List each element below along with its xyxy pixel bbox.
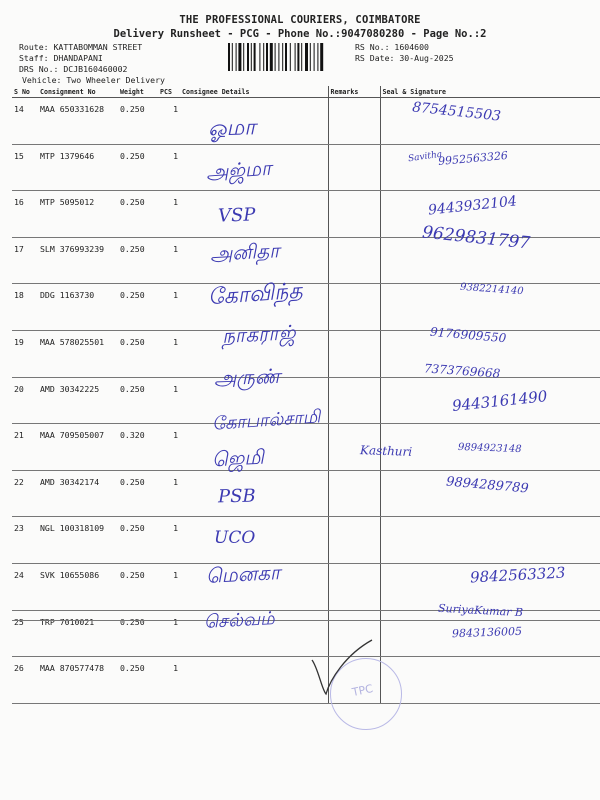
phone-number: 9894923148: [457, 441, 522, 456]
cell-consignment-no: MAA 709505007: [38, 424, 118, 471]
cell-pcs: 1: [158, 424, 180, 471]
cell-consignment-no: DDG 1163730: [38, 284, 118, 331]
cell-weight: 0.250: [118, 470, 158, 517]
cell-consignment-no: MTP 5095012: [38, 191, 118, 238]
cell-weight: 0.250: [118, 191, 158, 238]
cell-weight: 0.250: [118, 563, 158, 610]
route-label: Route: KATTABOMMAN STREET: [19, 42, 143, 52]
cell-sno: 16: [12, 191, 38, 238]
rs-no-label: RS No.: 1604600: [355, 42, 429, 52]
col-weight: Weight: [118, 86, 158, 98]
cell-consignment-no: MAA 650331628: [38, 98, 118, 145]
cell-consignment-no: NGL 100318109: [38, 517, 118, 564]
cell-weight: 0.250: [118, 284, 158, 331]
col-consignee: Consignee Details: [180, 86, 328, 98]
seal-stamp-text: TPC: [350, 681, 375, 700]
cell-pcs: 1: [158, 470, 180, 517]
cell-weight: 0.250: [118, 237, 158, 284]
cell-weight: 0.250: [118, 377, 158, 424]
drs-label: DRS No.: DCJB160460002: [19, 64, 128, 74]
consignee-signature: VSP: [217, 204, 256, 227]
cell-sno: 15: [12, 144, 38, 191]
cell-consignment-no: MAA 578025501: [38, 330, 118, 377]
col-consignment: Consignment No: [38, 86, 118, 98]
consignee-signature: PSB: [217, 485, 256, 508]
phone-number: 9443932104: [427, 193, 518, 219]
col-remarks: Remarks: [328, 86, 380, 98]
phone-number: 8754515503: [411, 99, 502, 125]
cell-pcs: 1: [158, 657, 180, 704]
cell-weight: 0.250: [118, 144, 158, 191]
col-sno: S No: [12, 86, 38, 98]
consignee-signature: அனிதா: [209, 238, 281, 266]
cell-pcs: 1: [158, 191, 180, 238]
cell-pcs: 1: [158, 610, 180, 657]
consignee-signature: அஜ்மா: [205, 155, 273, 185]
cell-pcs: 1: [158, 563, 180, 610]
receiver-name: Kasthuri: [359, 443, 413, 459]
cell-weight: 0.250: [118, 517, 158, 564]
consignee-signature: செல்வம்: [203, 608, 276, 633]
cell-weight: 0.320: [118, 424, 158, 471]
cell-consignment-no: MAA 870577478: [38, 657, 118, 704]
cell-sno: 14: [12, 98, 38, 145]
rs-date-label: RS Date: 30-Aug-2025: [355, 53, 454, 63]
consignee-signature: அருண்: [213, 363, 281, 391]
receiver-name: SuriyaKumar B: [437, 601, 524, 620]
cell-weight: 0.250: [118, 330, 158, 377]
cell-pcs: 1: [158, 330, 180, 377]
company-title: THE PROFESSIONAL COURIERS, COIMBATORE: [179, 14, 421, 26]
cell-sno: 22: [12, 470, 38, 517]
cell-pcs: 1: [158, 517, 180, 564]
col-pcs: PCS: [158, 86, 180, 98]
cell-sno: 24: [12, 563, 38, 610]
cell-consignment-no: AMD 30342174: [38, 470, 118, 517]
cell-pcs: 1: [158, 377, 180, 424]
cell-sno: 23: [12, 517, 38, 564]
runsheet-subtitle: Delivery Runsheet - PCG - Phone No.:9047080280 - Page No.:2: [113, 28, 487, 40]
cell-pcs: 1: [158, 237, 180, 284]
cell-sno: 18: [12, 284, 38, 331]
consignee-signature: கோபால்சாமி: [211, 406, 322, 435]
receiver-name: Savitha: [407, 149, 443, 165]
cell-sno: 21: [12, 424, 38, 471]
phone-number: 9382214140: [459, 281, 524, 298]
phone-number: 9443161490: [451, 387, 549, 415]
cell-sno: 17: [12, 237, 38, 284]
cell-consignment-no: SLM 376993239: [38, 237, 118, 284]
consignee-signature: ஓமா: [207, 115, 257, 142]
cell-pcs: 1: [158, 144, 180, 191]
cell-sno: 26: [12, 657, 38, 704]
consignee-signature: நாகராஜ்: [221, 320, 297, 348]
cell-sno: 25: [12, 610, 38, 657]
phone-number: 9176909550: [429, 324, 507, 346]
cell-pcs: 1: [158, 98, 180, 145]
phone-number: 9629831797: [421, 222, 531, 254]
consignee-signature: ஜெமி: [211, 444, 265, 472]
col-signature: Seal & Signature: [380, 86, 600, 98]
cell-pcs: 1: [158, 284, 180, 331]
phone-number: 9952563326: [437, 148, 509, 169]
phone-number: 7373769668: [423, 361, 501, 381]
cell-consignment-no: TRP 7010021: [38, 610, 118, 657]
cell-weight: 0.250: [118, 98, 158, 145]
cell-consignment-no: AMD 30342225: [38, 377, 118, 424]
consignee-signature: கோவிந்த: [207, 278, 304, 311]
phone-number: 9843136005: [451, 624, 523, 641]
cell-consignment-no: MTP 1379646: [38, 144, 118, 191]
consignee-signature: மெனகா: [205, 560, 281, 588]
consignee-signature: UCO: [214, 528, 256, 548]
phone-number: 9842563323: [469, 563, 566, 587]
vehicle-label: Vehicle: Two Wheeler Delivery: [22, 75, 165, 85]
cell-sno: 19: [12, 330, 38, 377]
cell-sno: 20: [12, 377, 38, 424]
staff-label: Staff: DHANDAPANI: [19, 53, 103, 63]
phone-number: 9894289789: [445, 474, 530, 497]
cell-weight: 0.250: [118, 657, 158, 704]
cell-consignment-no: SVK 10655086: [38, 563, 118, 610]
cell-weight: 0.250: [118, 610, 158, 657]
